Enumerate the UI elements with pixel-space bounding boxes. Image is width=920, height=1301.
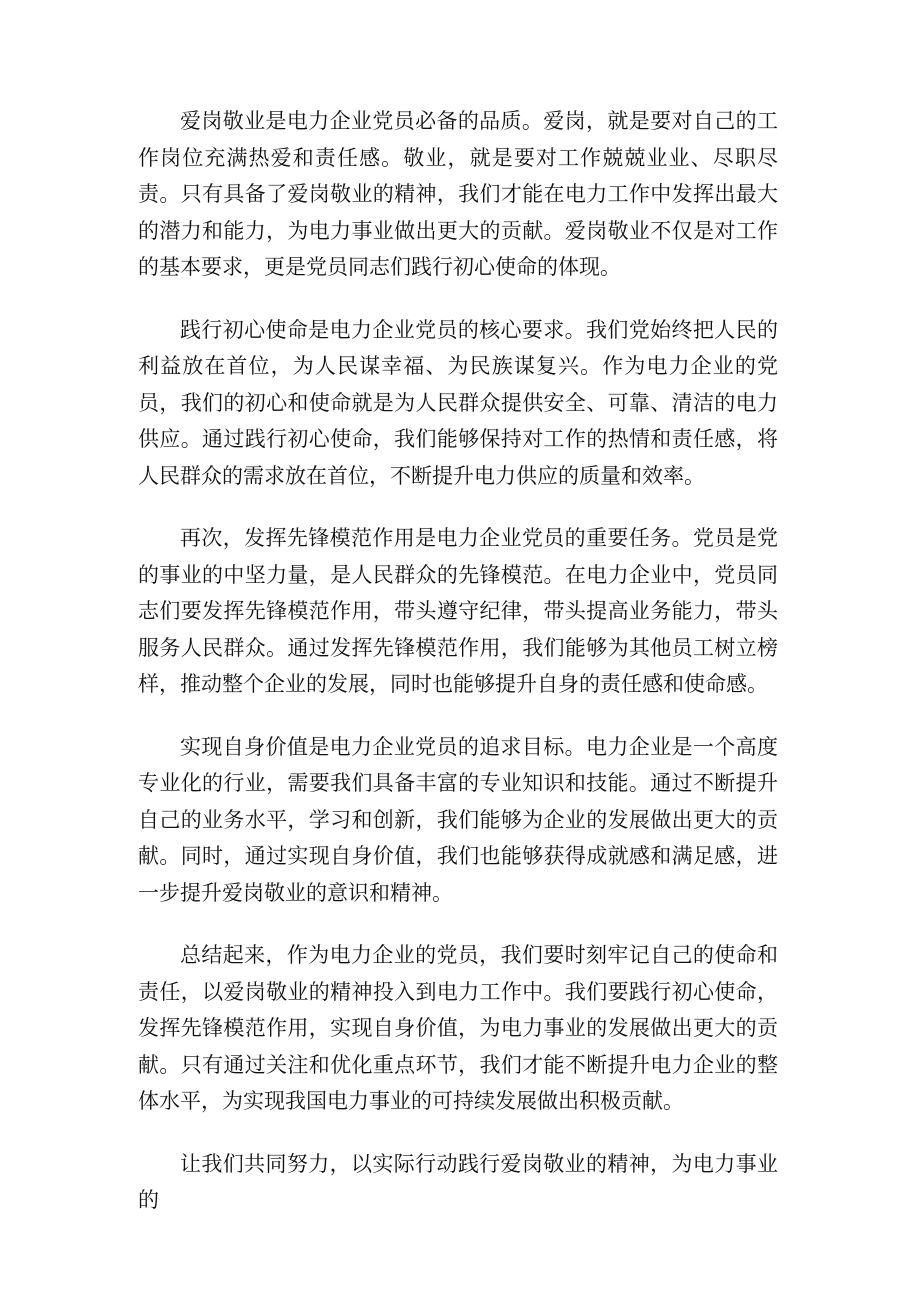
paragraph-dedication: 爱岗敬业是电力企业党员必备的品质。爱岗，就是要对自己的工作岗位充满热爱和责任感。敬业，就是要对工作兢兢业业、尽职尽责。只有具备了爱岗敬业的精神，我们才能在电力工作中发挥出最大的潜力和能力，为电力事业做出更大的贡献。爱岗敬业不仅是对工作的基本要求，更是党员同志们践行初心使命的体现。 bbox=[138, 109, 778, 279]
paragraph-self-value: 实现自身价值是电力企业党员的追求目标。电力企业是一个高度专业化的行业，需要我们具备丰富的专业知识和技能。通过不断提升自己的业务水平，学习和创新，我们能够为企业的发展做出更大的贡献。同时，通过实现自身价值，我们也能够获得成就感和满足感，进一步提升爱岗敬业的意识和精神。 bbox=[138, 734, 778, 905]
document-body bbox=[138, 103, 778, 1245]
paragraph-original-mission: 践行初心使命是电力企业党员的核心要求。我们党始终把人民的利益放在首位，为人民谋幸福、为民族谋复兴。作为电力企业的党员，我们的初心和使命就是为人民群众提供安全、可靠、清洁的电力供应。通过践行初心使命，我们能够保持对工作的热情和责任感，将人民群众的需求放在首位，不断提升电力供应的质量和效率。 bbox=[138, 317, 778, 488]
paragraph-closing: 让我们共同努力，以实际行动践行爱岗敬业的精神，为电力事业的 bbox=[138, 1151, 778, 1212]
paragraph-summary: 总结起来，作为电力企业的党员，我们要时刻牢记自己的使命和责任，以爱岗敬业的精神投入到电力工作中。我们要践行初心使命，发挥先锋模范作用，实现自身价值，为电力事业的发展做出更大的贡献。只有通过关注和优化重点环节，我们才能不断提升电力企业的整体水平，为实现我国电力事业的可持续发展做出积极贡献。 bbox=[138, 943, 778, 1113]
paragraph-vanguard-role: 再次，发挥先锋模范作用是电力企业党员的重要任务。党员是党的事业的中坚力量，是人民群众的先锋模范。在电力企业中，党员同志们要发挥先锋模范作用，带头遵守纪律，带头提高业务能力，带头服务人民群众。通过发挥先锋模范作用，我们能够为其他员工树立榜样，推动整个企业的发展，同时也能够提升自身的责任感和使命感。 bbox=[138, 526, 778, 696]
